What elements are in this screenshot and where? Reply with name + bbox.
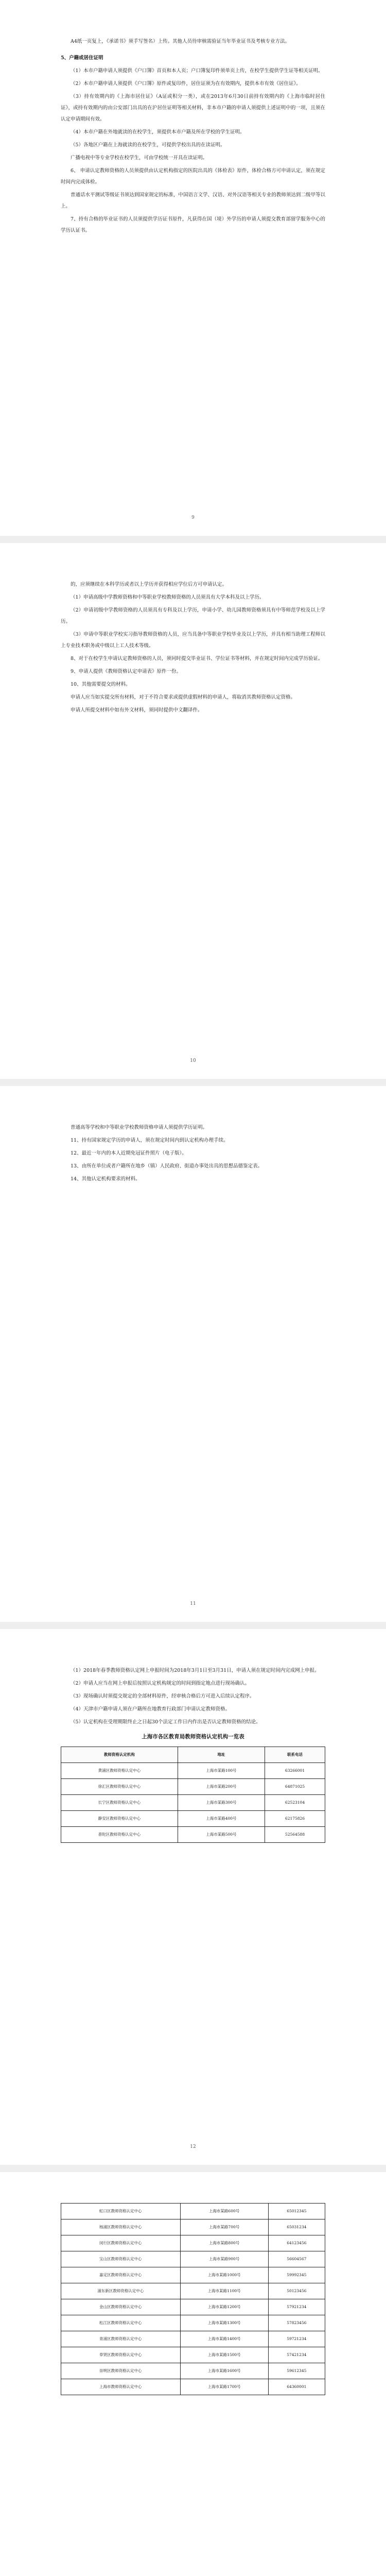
document-page-9	[0, 0, 386, 536]
table-row	[61, 1811, 325, 1827]
cell-address: 上海市某路500号	[178, 1827, 265, 1843]
page-separator	[0, 1622, 386, 1629]
document-page-10	[0, 543, 386, 1079]
cell-phone: 62175826	[265, 1811, 325, 1827]
cell-address: 上海市某路600号	[180, 2204, 268, 2219]
cell-address: 上海市某路300号	[178, 1795, 265, 1811]
paragraph: （5）各地区户籍在上海就读的在校学生，可提供学校出具的在读证明。	[71, 142, 225, 148]
cell-address: 上海市某路1600号	[180, 2363, 268, 2379]
cell-agency: 宝山区教师资格认定中心	[61, 2251, 181, 2267]
cell-phone: 62523104	[265, 1795, 325, 1811]
cell-address: 上海市某路1400号	[180, 2331, 268, 2347]
cell-address: 上海市某路100号	[178, 1763, 265, 1779]
column-header-address: 地址	[178, 1747, 265, 1763]
paragraph: 13、由所在单位或者户籍所在地乡（镇）人民政府、街道办事处出具的思想品德鉴定表。	[71, 1163, 263, 1169]
cell-agency: 奉贤区教师资格认定中心	[61, 2347, 181, 2363]
cell-address: 上海市某路800号	[180, 2235, 268, 2251]
cell-address: 上海市某路1200号	[180, 2299, 268, 2315]
column-header-phone: 联系电话	[265, 1747, 325, 1763]
cell-agency: 徐汇区教师资格认定中心	[61, 1779, 178, 1795]
paragraph: （3）持有效期内的《上海市居住证》（A证或积分一类），或在2013年6月30日前持有效期内的《上海市临时居住证》，或持有效期内的由公安部门出具的在沪居住证明等相关材料，非本市户籍的申请人须提供上述证明中的一项，且须在认定申请期间有效。	[61, 94, 325, 122]
cell-phone: 64871025	[265, 1779, 325, 1795]
paragraph: 10、其他需要提交的材料。	[71, 682, 131, 687]
document-page-12	[0, 1629, 386, 2165]
cell-phone: 57823456	[268, 2315, 325, 2331]
cell-phone: 52564588	[265, 1827, 325, 1843]
table-row	[61, 2219, 325, 2235]
paragraph: 11、持有国家规定学历的申请人，须在规定时间内到认定机构办理手续。	[71, 1138, 229, 1143]
table-row	[61, 2283, 325, 2299]
column-header-agency: 教师资格认定机构	[61, 1747, 178, 1763]
table-row	[61, 1763, 325, 1779]
cell-address: 上海市某路900号	[180, 2251, 268, 2267]
cell-agency: 崇明区教师资格认定中心	[61, 2363, 181, 2379]
table-row	[61, 2204, 325, 2219]
table-row	[61, 2347, 325, 2363]
paragraph: 9、申请人提供《教师资格认定申请表》原件一份。	[71, 669, 182, 674]
cell-agency: 嘉定区教师资格认定中心	[61, 2267, 181, 2283]
paragraph: 申请人所提交材料中如有外文材料，须同时提供中文翻译件。	[71, 707, 203, 713]
section-heading: 5、户籍或居住证明	[61, 55, 103, 61]
paragraph: （1）2018年春季教师资格认定网上申报时间为2018年3月1日至3月31日，申请人须在规定时间内完成网上申报。	[71, 1668, 320, 1673]
cell-agency: 静安区教师资格认定中心	[61, 1811, 178, 1827]
table-header-row	[61, 1747, 325, 1763]
paragraph: 6、 申请认定教师资格的人员须提供由认定机构指定的医院出具的《体检表》原件，体检合格方可申请认定，须在规定时间内完成体检。	[61, 168, 325, 185]
paragraph: （2）本市户籍申请人须提供《户口簿》原件或复印件，居住证须为在有效期内，提供本市有效《居住证》。	[71, 81, 301, 87]
paragraph: 的，应须继续在本科学历或者以上学历并获得相应学位后方可申请认定。	[71, 582, 227, 587]
cell-phone: 63266001	[265, 1763, 325, 1779]
cell-agency: 长宁区教师资格认定中心	[61, 1795, 178, 1811]
cell-agency: 青浦区教师资格认定中心	[61, 2331, 181, 2347]
cell-phone: 56604567	[268, 2251, 325, 2267]
cell-agency: 金山区教师资格认定中心	[61, 2299, 181, 2315]
paragraph: 12、最近一年内的本人近期免冠证件照片（电子版）。	[71, 1150, 187, 1156]
cell-phone: 59721234	[268, 2331, 325, 2347]
paragraph: （5）认定机构在受理期限终止之日起30个法定工作日内作出是否认定教师资格的结论。	[71, 1719, 261, 1725]
cell-address: 上海市某路1100号	[180, 2283, 268, 2299]
cell-phone: 65031234	[268, 2219, 325, 2235]
table-row	[61, 2299, 325, 2315]
table-row	[61, 2363, 325, 2379]
cell-agency: 普陀区教师资格认定中心	[61, 1827, 178, 1843]
cell-address: 上海市某路700号	[180, 2219, 268, 2235]
cell-agency: 杨浦区教师资格认定中心	[61, 2219, 181, 2235]
cell-agency: 虹口区教师资格认定中心	[61, 2204, 181, 2219]
page-separator	[0, 2165, 386, 2172]
cell-address: 上海市某路1700号	[180, 2379, 268, 2395]
paragraph: （3）现场确认时须提交规定的全部材料原件，经审核合格后方可进入后续认定程序。	[71, 1693, 255, 1699]
document-page-13	[0, 2172, 386, 2576]
paragraph: 7、持有合格的毕业证书的人员须提供学历证书原件，凡获得在国（境）外学历的申请人须提交教育部留学服务中心的学历认证书。	[61, 216, 325, 233]
page-body	[61, 579, 325, 718]
table-row	[61, 1779, 325, 1795]
table-row	[61, 2251, 325, 2267]
paragraph: 普通高等学校和中等职业学校教师资格申请人须提供学历证明。	[71, 1125, 208, 1130]
cell-agency: 上海市教师资格认定中心	[61, 2379, 181, 2395]
cell-address: 上海市某路1500号	[180, 2347, 268, 2363]
page-body	[61, 36, 325, 238]
cell-phone: 57921234	[268, 2299, 325, 2315]
paragraph: 8、对于在校学生申请认定教师资格的人员，须同时提交毕业证书、学位证书等材料，并在规定时间内完成学历验证。	[71, 656, 323, 662]
table-row	[61, 2267, 325, 2283]
paragraph: 广播电视中等专业学校在校学生，可由学校统一开具在读证明。	[71, 155, 208, 161]
paragraph: （4）天津市户籍申请人须在户籍所在地教育行政部门申请认定教师资格。	[71, 1706, 231, 1712]
cell-phone: 50123456	[268, 2283, 325, 2299]
cell-address: 上海市某路1000号	[180, 2267, 268, 2283]
page-separator	[0, 1079, 386, 1086]
table-row	[61, 2315, 325, 2331]
page-separator	[0, 536, 386, 543]
paragraph: （4）本市户籍在外地就读的在校学生，须提供本市户籍及所在学校的学生证明。	[71, 129, 245, 135]
table-row	[61, 1827, 325, 1843]
cell-agency: 松江区教师资格认定中心	[61, 2315, 181, 2331]
agency-table-continued	[61, 2203, 325, 2395]
cell-phone: 57421234	[268, 2347, 325, 2363]
paragraph: 普通话水平测试等级证书须达到国家规定的标准，中国语言文学、汉语、对外汉语等相关专业的教师须达到二级甲等以上。	[61, 192, 325, 209]
page-number: 9	[191, 515, 195, 520]
paragraph: 14、其他认定机构要求的材料。	[71, 1176, 141, 1182]
paragraph: （1）申请高级中学教师资格和中等职业学校教师资格的人员须具有大学本科及以上学历。	[71, 595, 265, 600]
table-row	[61, 2235, 325, 2251]
cell-phone: 59992345	[268, 2267, 325, 2283]
cell-phone: 64123456	[268, 2235, 325, 2251]
page-number: 11	[190, 1601, 196, 1606]
agency-table	[61, 1747, 325, 1843]
page-number: 10	[190, 1058, 196, 1063]
paragraph: （2）申请初级中学教师资格的人员须具有专科及以上学历，申请小学、幼儿园教师资格须具有中等师范学校及以上学历。	[61, 607, 325, 624]
cell-agency: 浦东新区教师资格认定中心	[61, 2283, 181, 2299]
paragraph: （2）申请人应当在网上申报后按照认定机构规定的时间到指定地点进行现场确认。	[71, 1681, 250, 1686]
document-page-11	[0, 1086, 386, 1622]
cell-phone: 64360001	[268, 2379, 325, 2395]
table-row	[61, 1795, 325, 1811]
table-row	[61, 2331, 325, 2347]
paragraph: （1）本市户籍申请人须提供《户口簿》首页和本人页；户口簿复印件须单页上传，在校学生提供学生证等相关证明。	[71, 68, 323, 74]
table-row	[61, 2379, 325, 2395]
cell-address: 上海市某路1300号	[180, 2315, 268, 2331]
page-body	[61, 1122, 325, 1187]
cell-agency: 黄浦区教师资格认定中心	[61, 1763, 178, 1779]
cell-phone: 59612345	[268, 2363, 325, 2379]
paragraph: A4纸一页复上，《承诺书》须手写签名）上传。其他人员待审核需验证当年毕业证书及考核专业方法。	[71, 39, 290, 44]
cell-address: 上海市某路400号	[178, 1811, 265, 1827]
page-number: 12	[190, 2144, 196, 2149]
paragraph: （3）申请中等职业学校实习指导教师资格的人员，应当具备中等职业学校毕业及以上学历，并具有相当助理工程师以上专业技术职务或中级以上工人技术等级。	[61, 632, 325, 649]
cell-agency: 闵行区教师资格认定中心	[61, 2235, 181, 2251]
cell-phone: 65012345	[268, 2204, 325, 2219]
table-title: 上海市各区教育局教师资格认定机构一览表	[142, 1734, 244, 1740]
page-body	[61, 2203, 325, 2395]
cell-address: 上海市某路200号	[178, 1779, 265, 1795]
paragraph: 申请人应当如实提交所有材料，对于不符合要求或提供虚假材料的申请人，将取消其教师资格认定资格。	[71, 694, 296, 700]
page-body	[61, 1665, 325, 1843]
